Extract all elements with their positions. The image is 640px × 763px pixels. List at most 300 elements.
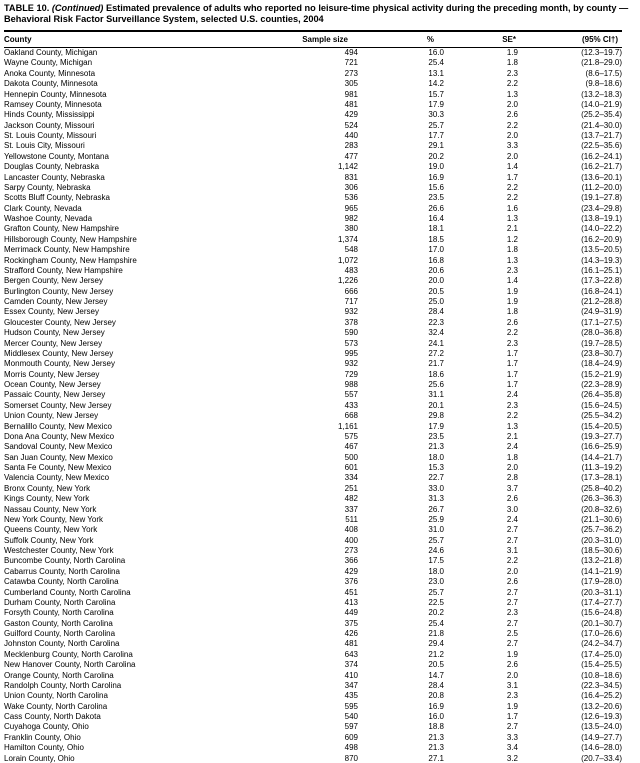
cell-ci: (20.3–31.0)	[581, 535, 622, 545]
cell-se: 2.3	[506, 400, 518, 410]
cell-se: 1.3	[506, 89, 518, 99]
table-row	[4, 266, 622, 276]
cell-county: Hillsborough County, New Hampshire	[4, 234, 137, 244]
cell-sample-size: 273	[344, 546, 358, 555]
table-row	[4, 183, 622, 193]
cell-sample-size: 433	[344, 400, 358, 410]
cell-county: Mercer County, New Jersey	[4, 338, 103, 348]
cell-percent: 31.0	[428, 525, 444, 535]
cell-ci: (13.5–20.5)	[581, 245, 622, 255]
cell-percent: 20.2	[428, 151, 444, 161]
cell-ci: (24.9–31.9)	[581, 307, 622, 317]
cell-sample-size: 334	[344, 473, 358, 483]
cell-se: 1.9	[506, 649, 518, 659]
cell-ci: (15.6–24.5)	[581, 400, 622, 410]
cell-sample-size: 337	[344, 504, 358, 514]
cell-county: Yellowstone County, Montana	[4, 151, 109, 161]
cell-percent: 25.7	[428, 535, 444, 545]
cell-sample-size: 366	[344, 556, 358, 566]
cell-sample-size: 590	[344, 328, 358, 338]
cell-sample-size: 347	[344, 680, 358, 690]
cell-se: 2.4	[506, 442, 518, 452]
cell-sample-size: 400	[344, 535, 358, 545]
cell-county: Hudson County, New Jersey	[4, 328, 105, 338]
cell-percent: 25.6	[428, 380, 444, 389]
cell-se: 2.7	[506, 525, 518, 535]
cell-sample-size: 273	[344, 68, 358, 78]
cell-se: 2.6	[506, 494, 518, 504]
cell-percent: 18.6	[428, 369, 444, 379]
cell-sample-size: 609	[344, 732, 358, 742]
cell-sample-size: 380	[344, 224, 358, 234]
cell-county: Durham County, North Carolina	[4, 597, 116, 607]
cell-sample-size: 721	[344, 58, 358, 68]
table-row	[4, 141, 622, 151]
column-header-se: SE*	[444, 31, 518, 48]
table-row	[4, 743, 622, 753]
cell-percent: 20.5	[428, 660, 444, 670]
cell-sample-size: 477	[344, 151, 358, 161]
cell-county: Middlesex County, New Jersey	[4, 348, 114, 358]
cell-county: Cumberland County, North Carolina	[4, 587, 131, 597]
cell-sample-size: 481	[344, 99, 358, 109]
cell-ci: (20.7–33.4)	[581, 753, 622, 763]
cell-se: 3.7	[506, 483, 518, 493]
cell-se: 1.7	[506, 359, 518, 369]
table-row	[4, 256, 622, 266]
cell-county: Douglas County, Nebraska	[4, 162, 100, 172]
cell-sample-size: 729	[344, 369, 358, 379]
cell-county: Hinds County, Mississippi	[4, 110, 95, 120]
cell-county: Oakland County, Michigan	[4, 48, 98, 57]
cell-ci: (9.8–18.6)	[585, 79, 622, 89]
table-row	[4, 131, 622, 141]
cell-county: New York County, New York	[4, 514, 104, 524]
cell-percent: 13.1	[428, 68, 444, 78]
cell-se: 2.6	[506, 110, 518, 120]
table-row	[4, 484, 622, 494]
cell-ci: (17.1–27.5)	[581, 317, 622, 327]
cell-county: Jackson County, Missouri	[4, 120, 95, 130]
table-row	[4, 722, 622, 732]
cell-se: 2.3	[506, 608, 518, 618]
cell-sample-size: 283	[344, 141, 358, 151]
cell-county: Hamilton County, Ohio	[4, 743, 84, 753]
cell-county: Dona Ana County, New Mexico	[4, 431, 115, 441]
table-row	[4, 224, 622, 234]
cell-sample-size: 494	[344, 48, 358, 57]
table-row	[4, 629, 622, 639]
table-row	[4, 432, 622, 442]
table-row	[4, 245, 622, 255]
cell-sample-size: 540	[344, 712, 358, 721]
cell-sample-size: 1,142	[337, 162, 358, 172]
cell-ci: (21.2–28.8)	[581, 297, 622, 306]
cell-percent: 16.0	[428, 712, 444, 721]
cell-sample-size: 870	[344, 753, 358, 763]
cell-county: Clark County, Nevada	[4, 203, 82, 213]
cell-se: 3.1	[506, 546, 518, 555]
cell-se: 2.2	[506, 193, 518, 203]
table-row	[4, 152, 622, 162]
cell-se: 3.3	[506, 141, 518, 151]
cell-se: 1.8	[506, 245, 518, 255]
cell-se: 1.9	[506, 297, 518, 306]
cell-ci: (19.1–27.8)	[581, 193, 622, 203]
cell-ci: (14.0–21.9)	[581, 99, 622, 109]
cell-se: 1.8	[506, 58, 518, 68]
cell-county: Cabarrus County, North Carolina	[4, 566, 120, 576]
cell-ci: (14.1–21.9)	[581, 566, 622, 576]
cell-ci: (13.2–21.8)	[581, 556, 622, 566]
cell-se: 2.3	[506, 265, 518, 275]
cell-ci: (8.6–17.5)	[585, 68, 622, 78]
table-row	[4, 494, 622, 504]
cell-ci: (18.4–24.9)	[581, 359, 622, 369]
cell-ci: (23.8–30.7)	[581, 348, 622, 358]
cell-sample-size: 426	[344, 629, 358, 638]
cell-percent: 26.7	[428, 504, 444, 514]
cell-sample-size: 374	[344, 660, 358, 670]
cell-percent: 20.1	[428, 400, 444, 410]
cell-county: San Juan County, New Mexico	[4, 452, 113, 462]
table-row	[4, 515, 622, 525]
cell-county: Santa Fe County, New Mexico	[4, 463, 112, 472]
cell-ci: (25.8–40.2)	[581, 483, 622, 493]
table-row	[4, 79, 622, 89]
cell-se: 2.0	[506, 99, 518, 109]
cell-se: 1.8	[506, 452, 518, 462]
cell-county: Union County, North Carolina	[4, 691, 108, 701]
cell-county: St. Louis City, Missouri	[4, 141, 85, 151]
table-row	[4, 162, 622, 172]
cell-ci: (17.3–28.1)	[581, 473, 622, 483]
cell-percent: 27.2	[428, 348, 444, 358]
cell-county: Ramsey County, Minnesota	[4, 99, 102, 109]
cell-county: Grafton County, New Hampshire	[4, 224, 120, 234]
cell-percent: 19.0	[428, 162, 444, 172]
cell-ci: (25.2–35.4)	[581, 110, 622, 120]
cell-percent: 20.2	[428, 608, 444, 618]
cell-se: 2.1	[506, 431, 518, 441]
data-table	[4, 30, 622, 763]
table-row	[4, 58, 622, 68]
cell-percent: 15.7	[428, 89, 444, 99]
cell-percent: 23.5	[428, 431, 444, 441]
cell-county: Forsyth County, North Carolina	[4, 608, 114, 618]
cell-se: 2.6	[506, 577, 518, 587]
cell-sample-size: 449	[344, 608, 358, 618]
table-row	[4, 297, 622, 307]
table-header-row	[4, 31, 622, 48]
cell-sample-size: 306	[344, 182, 358, 192]
cell-se: 1.9	[506, 701, 518, 711]
cell-se: 1.8	[506, 307, 518, 317]
table-header	[4, 31, 622, 48]
cell-county: Strafford County, New Hampshire	[4, 265, 123, 275]
cell-county: Bergen County, New Jersey	[4, 276, 104, 286]
cell-sample-size: 557	[344, 390, 358, 400]
table-row	[4, 69, 622, 79]
cell-sample-size: 524	[344, 120, 358, 130]
cell-county: Camden County, New Jersey	[4, 297, 108, 306]
table-title	[4, 3, 638, 25]
cell-percent: 21.2	[428, 649, 444, 659]
cell-se: 2.7	[506, 639, 518, 649]
cell-county: Anoka County, Minnesota	[4, 68, 96, 78]
cell-percent: 29.8	[428, 411, 444, 421]
cell-ci: (11.2–20.0)	[581, 182, 622, 192]
cell-county: Essex County, New Jersey	[4, 307, 99, 317]
cell-ci: (19.3–27.7)	[581, 431, 622, 441]
cell-sample-size: 595	[344, 701, 358, 711]
cell-percent: 16.0	[428, 48, 444, 57]
table-row	[4, 401, 622, 411]
cell-ci: (14.4–21.7)	[581, 452, 622, 462]
cell-se: 2.7	[506, 587, 518, 597]
column-header-sample-size: Sample size	[294, 31, 358, 48]
cell-county: Ocean County, New Jersey	[4, 380, 101, 389]
cell-county: Queens County, New York	[4, 525, 98, 535]
table-row	[4, 660, 622, 670]
cell-sample-size: 1,072	[337, 255, 358, 265]
cell-percent: 17.5	[428, 556, 444, 566]
cell-se: 2.0	[506, 463, 518, 472]
cell-county: Sandoval County, New Mexico	[4, 442, 113, 452]
cell-percent: 22.3	[428, 317, 444, 327]
table-row	[4, 681, 622, 691]
cell-county: Merrimack County, New Hampshire	[4, 245, 130, 255]
cell-sample-size: 988	[344, 380, 358, 389]
cell-se: 1.7	[506, 172, 518, 182]
cell-county: Rockingham County, New Hampshire	[4, 255, 137, 265]
cell-se: 1.7	[506, 380, 518, 389]
cell-sample-size: 932	[344, 359, 358, 369]
cell-ci: (13.2–18.3)	[581, 89, 622, 99]
cell-percent: 22.7	[428, 473, 444, 483]
cell-county: Randolph County, North Carolina	[4, 680, 122, 690]
cell-county: Gloucester County, New Jersey	[4, 317, 116, 327]
cell-ci: (13.7–21.7)	[581, 131, 622, 140]
table-row	[4, 390, 622, 400]
cell-county: Buncombe County, North Carolina	[4, 556, 126, 566]
cell-ci: (11.3–19.2)	[581, 463, 622, 472]
cell-county: Catawba County, North Carolina	[4, 577, 119, 587]
cell-sample-size: 500	[344, 452, 358, 462]
cell-ci: (24.2–34.7)	[581, 639, 622, 649]
cell-se: 2.6	[506, 317, 518, 327]
cell-ci: (14.9–27.7)	[581, 732, 622, 742]
cell-se: 2.4	[506, 390, 518, 400]
cell-county: Franklin County, Ohio	[4, 732, 81, 742]
cell-sample-size: 378	[344, 317, 358, 327]
cell-ci: (16.2–21.7)	[581, 162, 622, 172]
cell-ci: (16.2–20.9)	[581, 234, 622, 244]
cell-percent: 25.0	[428, 297, 444, 306]
cell-se: 2.3	[506, 68, 518, 78]
table-row	[4, 235, 622, 245]
cell-sample-size: 831	[344, 172, 358, 182]
table-row	[4, 411, 622, 421]
cell-county: Washoe County, Nevada	[4, 214, 93, 223]
cell-percent: 25.7	[428, 120, 444, 130]
cell-sample-size: 548	[344, 245, 358, 255]
table-row	[4, 90, 622, 100]
cell-percent: 20.6	[428, 265, 444, 275]
cell-se: 2.7	[506, 722, 518, 732]
cell-county: Wake County, North Carolina	[4, 701, 108, 711]
table-row	[4, 671, 622, 681]
table-row	[4, 422, 622, 432]
cell-percent: 20.0	[428, 276, 444, 286]
table-row	[4, 318, 622, 328]
cell-county: Burlington County, New Jersey	[4, 286, 114, 296]
column-header-percent: %	[358, 31, 444, 48]
table-row	[4, 287, 622, 297]
column-header-ci: (95% CI†)	[518, 31, 622, 48]
cell-se: 2.8	[506, 473, 518, 483]
cell-percent: 22.5	[428, 597, 444, 607]
cell-se: 2.0	[506, 566, 518, 576]
cell-ci: (22.3–34.5)	[581, 680, 622, 690]
table-row	[4, 380, 622, 390]
cell-ci: (25.7–36.2)	[581, 525, 622, 535]
cell-county: Lancaster County, Nebraska	[4, 172, 105, 182]
cell-county: Valencia County, New Mexico	[4, 473, 110, 483]
table-row	[4, 546, 622, 556]
cell-county: Bronx County, New York	[4, 483, 91, 493]
cell-percent: 16.4	[428, 214, 444, 223]
cell-county: Sarpy County, Nebraska	[4, 182, 91, 192]
cell-county: Mecklenburg County, North Carolina	[4, 649, 133, 659]
cell-county: Cuyahoga County, Ohio	[4, 722, 89, 732]
cell-ci: (13.2–20.6)	[581, 701, 622, 711]
table-row	[4, 110, 622, 120]
cell-ci: (12.3–19.7)	[581, 48, 622, 57]
cell-county: New Hanover County, North Carolina	[4, 660, 136, 670]
cell-se: 1.3	[506, 255, 518, 265]
cell-sample-size: 498	[344, 743, 358, 753]
cell-sample-size: 575	[344, 431, 358, 441]
table-row	[4, 173, 622, 183]
table-row	[4, 754, 622, 763]
table-row	[4, 712, 622, 722]
cell-sample-size: 410	[344, 670, 358, 680]
cell-ci: (21.8–29.0)	[581, 58, 622, 68]
cell-percent: 17.7	[428, 131, 444, 140]
cell-sample-size: 666	[344, 286, 358, 296]
cell-county: Suffolk County, New York	[4, 535, 94, 545]
cell-sample-size: 440	[344, 131, 358, 140]
table-row	[4, 473, 622, 483]
cell-ci: (16.6–25.9)	[581, 442, 622, 452]
cell-sample-size: 1,374	[337, 234, 358, 244]
cell-ci: (16.4–25.2)	[581, 691, 622, 701]
table-row	[4, 276, 622, 286]
table-row	[4, 608, 622, 618]
cell-sample-size: 511	[345, 514, 358, 524]
cell-percent: 27.1	[428, 753, 444, 763]
table-body	[4, 48, 622, 763]
cell-ci: (16.2–24.1)	[581, 151, 622, 161]
table-row	[4, 536, 622, 546]
cell-percent: 15.6	[428, 182, 444, 192]
cell-percent: 18.1	[428, 224, 444, 234]
cell-percent: 14.2	[428, 79, 444, 89]
table-row	[4, 214, 622, 224]
cell-se: 3.1	[506, 680, 518, 690]
cell-county: Dakota County, Minnesota	[4, 79, 98, 89]
cell-sample-size: 483	[344, 265, 358, 275]
cell-se: 2.7	[506, 618, 518, 628]
cell-ci: (20.1–30.7)	[581, 618, 622, 628]
cell-se: 2.6	[506, 660, 518, 670]
cell-ci: (13.6–20.1)	[581, 172, 622, 182]
cell-county: Westchester County, New York	[4, 546, 114, 555]
cell-se: 2.2	[506, 79, 518, 89]
cell-county: Nassau County, New York	[4, 504, 97, 514]
column-header-county: County	[4, 31, 294, 48]
cell-sample-size: 1,226	[337, 276, 358, 286]
cell-county: Morris County, New Jersey	[4, 369, 100, 379]
cell-percent: 16.9	[428, 172, 444, 182]
cell-se: 2.4	[506, 514, 518, 524]
table-row	[4, 598, 622, 608]
table-row	[4, 505, 622, 515]
cell-percent: 16.8	[428, 255, 444, 265]
cell-county: Cass County, North Dakota	[4, 712, 101, 721]
cell-county: Bernalillo County, New Mexico	[4, 421, 112, 431]
cell-ci: (17.4–25.0)	[581, 649, 622, 659]
cell-percent: 28.4	[428, 680, 444, 690]
cell-sample-size: 413	[344, 597, 358, 607]
cell-percent: 15.3	[428, 463, 444, 472]
cell-percent: 18.5	[428, 234, 444, 244]
cell-se: 3.3	[506, 732, 518, 742]
cell-ci: (22.3–28.9)	[581, 380, 622, 389]
table-row	[4, 577, 622, 587]
table-row	[4, 588, 622, 598]
cell-percent: 32.4	[428, 328, 444, 338]
cell-ci: (13.8–19.1)	[581, 214, 622, 223]
table-row	[4, 525, 622, 535]
cell-percent: 17.9	[428, 421, 444, 431]
table-row	[4, 359, 622, 369]
table-row	[4, 733, 622, 743]
cell-sample-size: 482	[344, 494, 358, 504]
cell-se: 2.3	[506, 338, 518, 348]
cell-ci: (17.3–22.8)	[581, 276, 622, 286]
cell-percent: 25.4	[428, 58, 444, 68]
cell-county: Guilford County, North Carolina	[4, 629, 116, 638]
cell-county: Kings County, New York	[4, 494, 90, 504]
cell-se: 1.2	[506, 234, 518, 244]
table-row	[4, 48, 622, 59]
cell-ci: (17.4–27.7)	[581, 597, 622, 607]
table-row	[4, 463, 622, 473]
cell-ci: (25.5–34.2)	[581, 411, 622, 421]
cell-se: 2.7	[506, 535, 518, 545]
cell-percent: 16.9	[428, 701, 444, 711]
cell-se: 1.7	[506, 348, 518, 358]
cell-sample-size: 1,161	[337, 421, 358, 431]
cell-percent: 17.9	[428, 99, 444, 109]
cell-county: Passaic County, New Jersey	[4, 390, 106, 400]
cell-percent: 31.1	[428, 390, 444, 400]
table-row	[4, 339, 622, 349]
cell-ci: (16.1–25.1)	[581, 265, 622, 275]
cell-percent: 21.8	[428, 629, 444, 638]
